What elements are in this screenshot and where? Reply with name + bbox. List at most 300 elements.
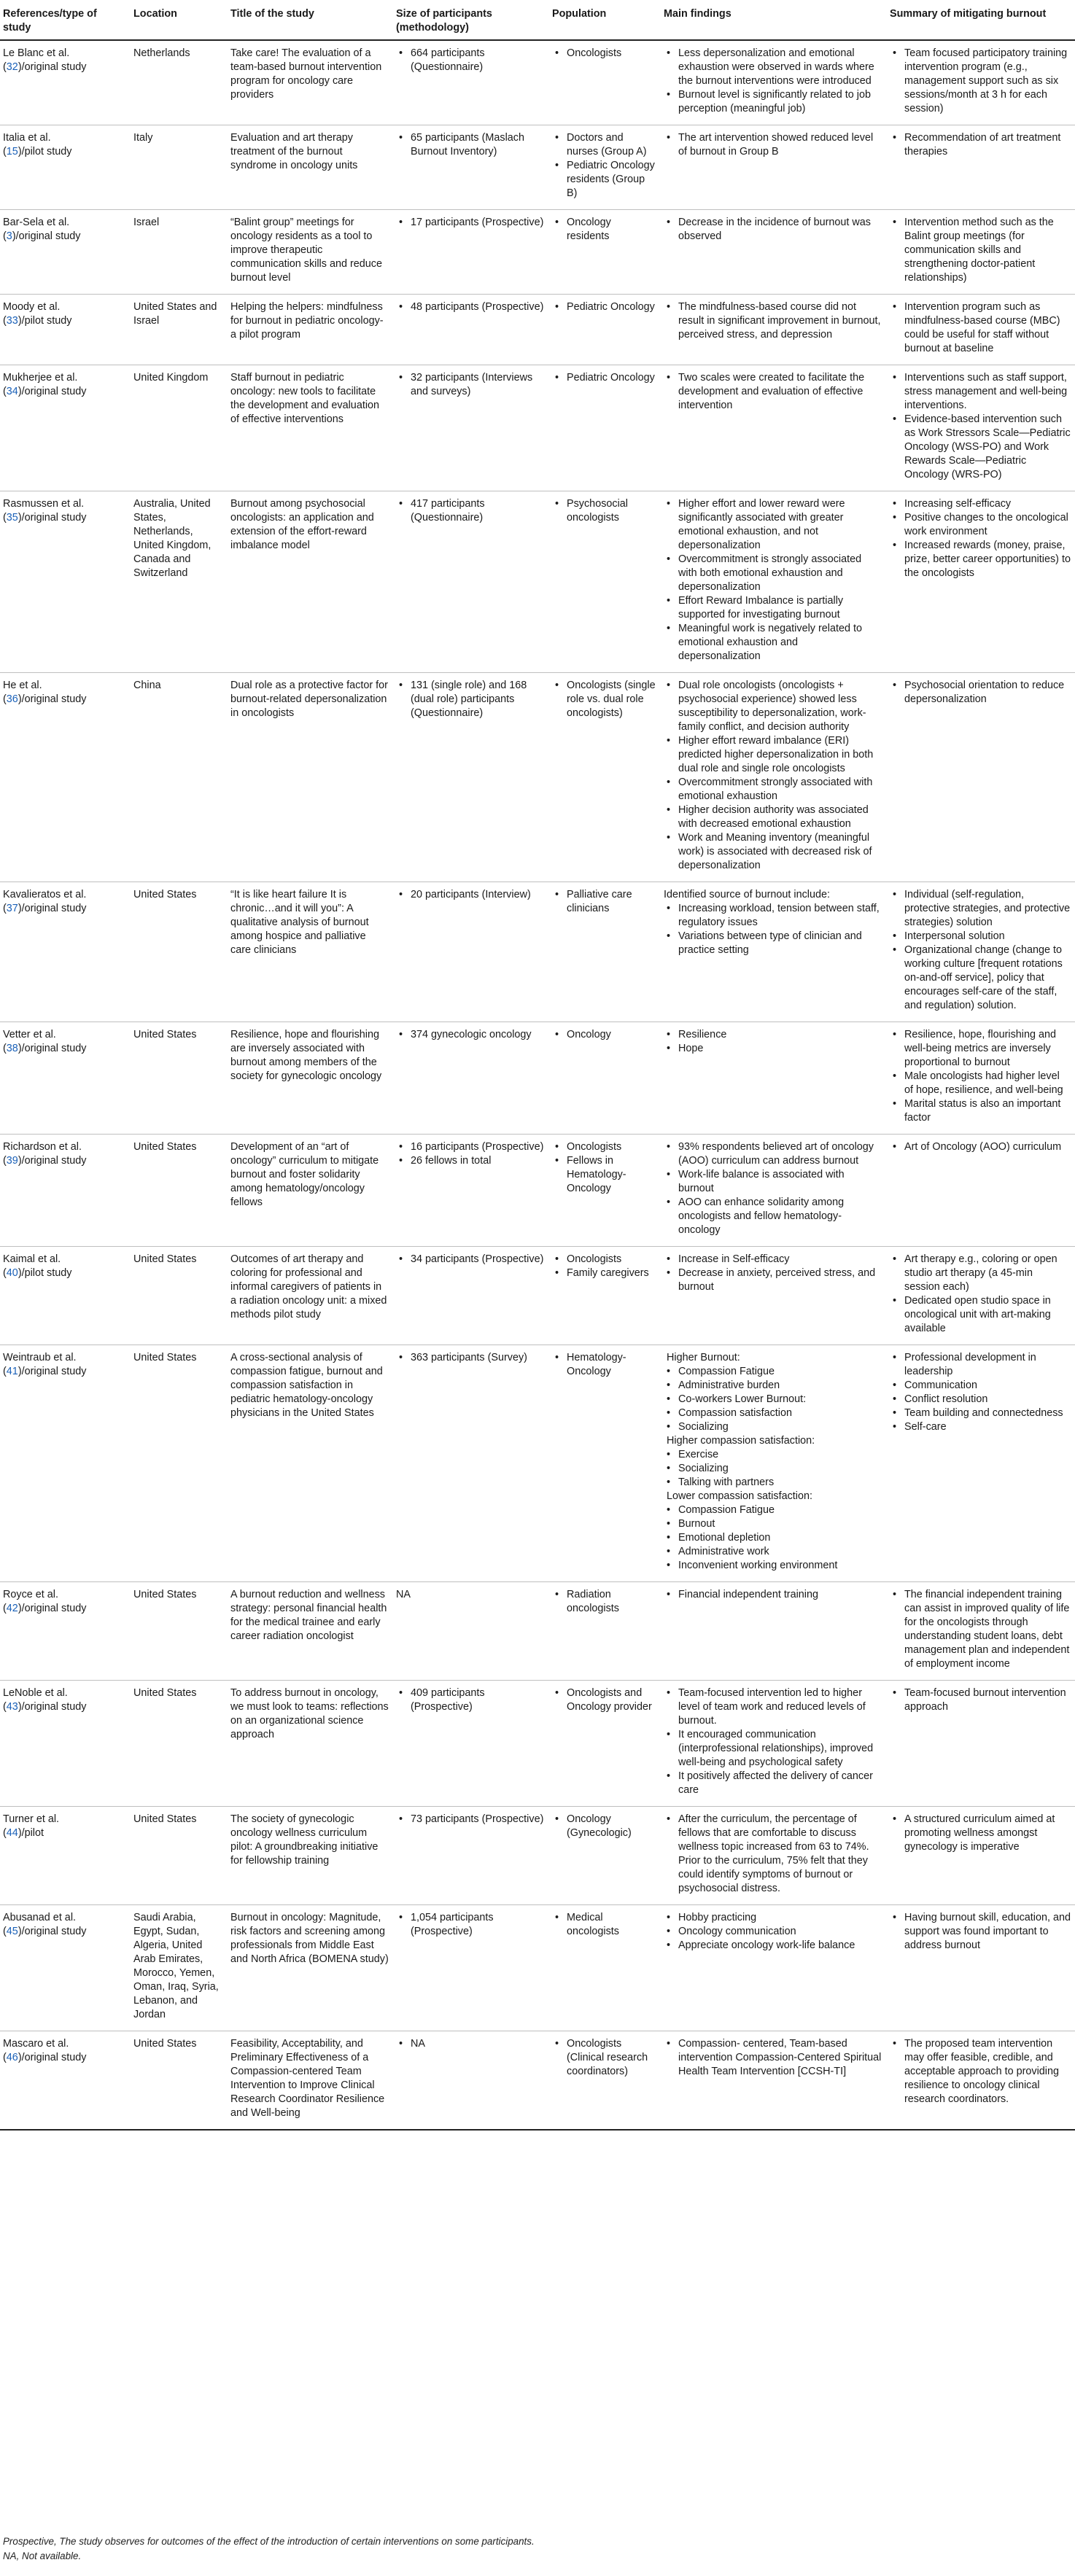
size-cell	[393, 365, 549, 491]
population-cell	[549, 491, 661, 673]
population-cell	[549, 882, 661, 1022]
summary-item: • Marital status is also an important factor	[904, 1097, 1071, 1125]
citation-link[interactable]: 15	[6, 146, 18, 157]
finding-item: • Compassion- centered, Team-based intervention Compassion-Centered Spiritual Health Team Intervention [CCSH-TI]	[678, 2037, 882, 2079]
population-item: • Doctors and nurses (Group A)	[567, 131, 656, 159]
finding-item: • Meaningful work is negatively related to emotional exhaustion and depersonalization	[678, 622, 882, 664]
summary-cell	[887, 1905, 1075, 2031]
size-cell	[393, 1582, 549, 1681]
summary-cell	[887, 1681, 1075, 1807]
summary-item: • Increased rewards (money, praise, prize, better career opportunities) to the oncologists	[904, 539, 1071, 580]
reference-cell: Le Blanc et al. (32)/original study	[0, 40, 131, 125]
reference-author: Richardson et al.	[3, 1141, 82, 1153]
summary-item: • Interpersonal solution	[904, 930, 1071, 943]
findings-cell	[661, 125, 887, 210]
findings-cell	[661, 2031, 887, 2131]
size-item: • 26 fellows in total	[411, 1154, 545, 1168]
size-list	[396, 371, 545, 399]
study-type: /pilot study	[21, 146, 72, 157]
study-type: /original study	[21, 512, 87, 524]
reference-cell: Mukherjee et al. (34)/original study	[0, 365, 131, 491]
summary-cell	[887, 1022, 1075, 1135]
size-list	[396, 1140, 545, 1168]
reference-cell: Italia et al. (15)/pilot study	[0, 125, 131, 210]
size-cell	[393, 125, 549, 210]
size-cell	[393, 210, 549, 295]
population-cell	[549, 2031, 661, 2131]
finding-list	[664, 1365, 882, 1434]
reference-author: Le Blanc et al.	[3, 47, 70, 59]
finding-item: • Burnout level is significantly related to job perception (meaningful job)	[678, 88, 882, 116]
summary-item: • Interventions such as staff support, stress management and well-being interventions.	[904, 371, 1071, 413]
size-list	[396, 1253, 545, 1266]
summary-item: • Team focused participatory training intervention program (e.g., management support such as six sessions/month at 3 h for each session)	[904, 47, 1071, 116]
finding-item: • Compassion Fatigue	[678, 1503, 882, 1517]
table-body	[0, 40, 1075, 2130]
summary-item: • Conflict resolution	[904, 1393, 1071, 1406]
study-type: /original study	[21, 1366, 87, 1377]
title-cell: Resilience, hope and flourishing are inversely associated with burnout among members of the society for gynecologic oncology	[228, 1022, 393, 1135]
size-item: • 409 participants (Prospective)	[411, 1686, 545, 1714]
summary-list	[890, 888, 1071, 1013]
summary-item: • Positive changes to the oncological work environment	[904, 511, 1071, 539]
finding-item: • Higher effort and lower reward were significantly associated with greater emotional exhaustion, and not depersonalization	[678, 497, 882, 553]
table-row	[0, 1582, 1075, 1681]
summary-item: • A structured curriculum aimed at promoting wellness amongst gynecology is imperative	[904, 1813, 1071, 1854]
study-type: /original study	[15, 230, 81, 242]
finding-item: • The mindfulness-based course did not result in significant improvement in burnout, perceived stress, and depression	[678, 300, 882, 342]
table-row	[0, 295, 1075, 365]
study-type: /original study	[21, 61, 87, 73]
summary-list	[890, 497, 1071, 580]
population-list	[552, 1351, 656, 1379]
findings-cell	[661, 1135, 887, 1247]
study-type: /original study	[21, 1043, 87, 1054]
summary-item: • Resilience, hope, flourishing and well-being metrics are inversely proportional to burnout	[904, 1028, 1071, 1070]
size-item: • 73 participants (Prospective)	[411, 1813, 545, 1826]
size-cell	[393, 40, 549, 125]
summary-item: • Having burnout skill, education, and support was found important to address burnout	[904, 1911, 1071, 1953]
finding-item: • 93% respondents believed art of oncology (AOO) curriculum can address burnout	[678, 1140, 882, 1168]
finding-item: • Co-workers Lower Burnout:	[678, 1393, 882, 1406]
size-list	[396, 216, 545, 230]
title-cell: Helping the helpers: mindfulness for burnout in pediatric oncology- a pilot program	[228, 295, 393, 365]
population-list	[552, 1588, 656, 1616]
finding-item: • Burnout	[678, 1517, 882, 1531]
population-list	[552, 1686, 656, 1714]
summary-item: • Communication	[904, 1379, 1071, 1393]
finding-item: • Hobby practicing	[678, 1911, 882, 1925]
findings-cell	[661, 1582, 887, 1681]
reference-author: Weintraub et al.	[3, 1352, 77, 1363]
summary-list	[890, 300, 1071, 356]
reference-author: Vetter et al.	[3, 1029, 56, 1040]
summary-list	[890, 1813, 1071, 1854]
reference-cell: Royce et al. (42)/original study	[0, 1582, 131, 1681]
size-cell	[393, 1345, 549, 1582]
finding-item: • Higher decision authority was associated with decreased emotional exhaustion	[678, 803, 882, 831]
summary-list	[890, 2037, 1071, 2106]
location-cell: Israel	[131, 210, 228, 295]
reference-author: Kaimal et al.	[3, 1253, 61, 1265]
size-list	[396, 131, 545, 159]
location-cell: United States	[131, 882, 228, 1022]
location-cell: United States	[131, 1681, 228, 1807]
reference-author: Moody et al.	[3, 301, 61, 313]
reference-cell: Kaimal et al. (40)/pilot study	[0, 1247, 131, 1345]
finding-item: • Two scales were created to facilitate the development and evaluation of effective intervention	[678, 371, 882, 413]
population-item: • Oncologists (single role vs. dual role oncologists)	[567, 679, 656, 720]
size-text: NA	[396, 1589, 411, 1600]
location-cell: China	[131, 673, 228, 882]
population-cell	[549, 365, 661, 491]
summary-item: • The financial independent training can assist in improved quality of life for the oncologists through understanding student loans, debt management plan and independent of employment income	[904, 1588, 1071, 1671]
summary-item: • Art of Oncology (AOO) curriculum	[904, 1140, 1071, 1154]
header-row	[0, 0, 1075, 40]
finding-item: • Socializing	[678, 1462, 882, 1476]
study-type: /original study	[21, 1155, 87, 1167]
findings-cell	[661, 295, 887, 365]
finding-item: • It encouraged communication (interprofessional relationships), improved well-being and psychological safety	[678, 1728, 882, 1770]
size-list	[396, 1813, 545, 1826]
population-item: • Radiation oncologists	[567, 1588, 656, 1616]
size-item: • 20 participants (Interview)	[411, 888, 545, 902]
size-cell	[393, 882, 549, 1022]
table-row	[0, 1135, 1075, 1247]
location-cell: Netherlands	[131, 40, 228, 125]
reference-author: He et al.	[3, 680, 42, 691]
population-item: • Pediatric Oncology residents (Group B)	[567, 159, 656, 201]
size-item: • 664 participants (Questionnaire)	[411, 47, 545, 74]
reference-author: Mukherjee et al.	[3, 372, 78, 384]
table-row	[0, 2031, 1075, 2131]
reference-author: Abusanad et al.	[3, 1912, 77, 1923]
table-row	[0, 1345, 1075, 1582]
study-type: /pilot study	[21, 1267, 72, 1279]
population-list	[552, 371, 656, 385]
finding-item: • Oncology communication	[678, 1925, 882, 1939]
title-cell: Development of an “art of oncology” curriculum to mitigate burnout and foster solidarity among hematology/oncology fellows	[228, 1135, 393, 1247]
population-item: • Family caregivers	[567, 1266, 656, 1280]
size-cell	[393, 1681, 549, 1807]
findings-cell	[661, 210, 887, 295]
population-list	[552, 47, 656, 61]
size-list	[396, 1351, 545, 1365]
footnotes	[3, 2534, 535, 2564]
size-item: • 1,054 participants (Prospective)	[411, 1911, 545, 1939]
size-cell	[393, 1807, 549, 1905]
population-cell	[549, 1345, 661, 1582]
size-item: • 374 gynecologic oncology	[411, 1028, 545, 1042]
summary-cell	[887, 1345, 1075, 1582]
citation-link[interactable]: 38	[6, 1043, 18, 1054]
population-cell	[549, 673, 661, 882]
study-type: /original study	[21, 693, 87, 705]
study-type: /original study	[21, 1926, 87, 1937]
study-type: /original study	[21, 1603, 87, 1614]
table-row	[0, 125, 1075, 210]
findings-group-heading: Higher Burnout:	[667, 1352, 740, 1363]
findings-cell	[661, 1345, 887, 1582]
finding-list	[664, 1140, 882, 1237]
finding-item: • Compassion Fatigue	[678, 1365, 882, 1379]
finding-list	[664, 497, 882, 664]
reference-author: Italia et al.	[3, 132, 51, 144]
findings-cell	[661, 491, 887, 673]
reference-cell: Moody et al. (33)/pilot study	[0, 295, 131, 365]
summary-item: • Self-care	[904, 1420, 1071, 1434]
summary-cell	[887, 1807, 1075, 1905]
size-item: • 16 participants (Prospective)	[411, 1140, 545, 1154]
summary-cell	[887, 295, 1075, 365]
citation-link[interactable]: 35	[6, 512, 18, 524]
finding-item: • Decrease in the incidence of burnout was observed	[678, 216, 882, 244]
population-list	[552, 1911, 656, 1939]
reference-author: LeNoble et al.	[3, 1687, 68, 1699]
finding-item: • Dual role oncologists (oncologists + psychosocial experience) showed less susceptibility to depersonalization, work-family conflict, and decision authority	[678, 679, 882, 734]
population-cell	[549, 1807, 661, 1905]
summary-item: • Dedicated open studio space in oncological unit with art-making available	[904, 1294, 1071, 1336]
finding-item: • Increasing workload, tension between staff, regulatory issues	[678, 902, 882, 930]
title-cell: “It is like heart failure It is chronic…and it will you”: A qualitative analysis of burnout among hospice and palliative care clinicians	[228, 882, 393, 1022]
size-item: • 417 participants (Questionnaire)	[411, 497, 545, 525]
reference-cell: Abusanad et al. (45)/original study	[0, 1905, 131, 2031]
population-item: • Oncologists	[567, 1140, 656, 1154]
table-row	[0, 365, 1075, 491]
finding-item: • Increase in Self-efficacy	[678, 1253, 882, 1266]
size-cell	[393, 1247, 549, 1345]
citation-link[interactable]: 37	[6, 903, 18, 914]
footnote-prospective: Prospective, The study observes for outcomes of the effect of the introduction of certain interventions on some participants.	[3, 2536, 535, 2547]
finding-list	[664, 2037, 882, 2079]
study-type: /pilot study	[21, 315, 72, 327]
finding-item: • Higher effort reward imbalance (ERI) predicted higher depersonalization in both dual role and single role oncologists	[678, 734, 882, 776]
study-type: /pilot	[21, 1827, 44, 1839]
citation-link[interactable]: 34	[6, 386, 18, 397]
study-type: /original study	[21, 386, 87, 397]
finding-list	[664, 1686, 882, 1797]
summary-list	[890, 216, 1071, 285]
location-cell: United States	[131, 1582, 228, 1681]
reference-author: Royce et al.	[3, 1589, 58, 1600]
size-list	[396, 47, 545, 74]
findings-intro: Identified source of burnout include:	[664, 889, 831, 900]
title-cell: Burnout among psychosocial oncologists: an application and extension of the effort-reward imbalance model	[228, 491, 393, 673]
title-cell: Take care! The evaluation of a team-based burnout intervention program for oncology care providers	[228, 40, 393, 125]
column-header: Size of participants (methodology)	[393, 0, 549, 40]
column-header: Population	[549, 0, 661, 40]
summary-item: • Individual (self-regulation, protective strategies, and protective strategies) solution	[904, 888, 1071, 930]
citation-link[interactable]: 36	[6, 693, 18, 705]
findings-cell	[661, 673, 887, 882]
summary-item: • Recommendation of art treatment therapies	[904, 131, 1071, 159]
reference-cell: Turner et al. (44)/pilot	[0, 1807, 131, 1905]
finding-item: • Appreciate oncology work-life balance	[678, 1939, 882, 1953]
finding-list	[664, 300, 882, 342]
population-cell	[549, 1135, 661, 1247]
finding-item: • AOO can enhance solidarity among oncologists and fellow hematology-oncology	[678, 1196, 882, 1237]
location-cell: United States and Israel	[131, 295, 228, 365]
population-cell	[549, 210, 661, 295]
findings-cell	[661, 882, 887, 1022]
finding-item: • Work-life balance is associated with burnout	[678, 1168, 882, 1196]
population-item: • Pediatric Oncology	[567, 300, 656, 314]
summary-item: • Team building and connectedness	[904, 1406, 1071, 1420]
location-cell: Italy	[131, 125, 228, 210]
study-type: /original study	[21, 903, 87, 914]
finding-item: • Socializing	[678, 1420, 882, 1434]
finding-list	[664, 1503, 882, 1573]
size-list	[396, 679, 545, 720]
reference-author: Bar-Sela et al.	[3, 217, 70, 228]
summary-list	[890, 371, 1071, 482]
finding-list	[664, 902, 882, 957]
population-cell	[549, 1582, 661, 1681]
finding-item: • Variations between type of clinician and practice setting	[678, 930, 882, 957]
location-cell: United States	[131, 1022, 228, 1135]
population-list	[552, 300, 656, 314]
citation-link[interactable]: 40	[6, 1267, 18, 1279]
finding-item: • Exercise	[678, 1448, 882, 1462]
size-list	[396, 1686, 545, 1714]
column-header: Main findings	[661, 0, 887, 40]
citation-link[interactable]: 42	[6, 1603, 18, 1614]
table-row	[0, 40, 1075, 125]
population-list	[552, 216, 656, 244]
population-cell	[549, 1247, 661, 1345]
column-header: Summary of mitigating burnout	[887, 0, 1075, 40]
reference-cell: Mascaro et al. (46)/original study	[0, 2031, 131, 2131]
findings-cell	[661, 40, 887, 125]
summary-cell	[887, 491, 1075, 673]
population-cell	[549, 1681, 661, 1807]
summary-cell	[887, 2031, 1075, 2131]
reference-cell: Bar-Sela et al. (3)/original study	[0, 210, 131, 295]
citation-link[interactable]: 39	[6, 1155, 18, 1167]
summary-item: • Organizational change (change to working culture [frequent rotations on-and-off service], policy that encourages self-care of the staff, and regulation) solution.	[904, 943, 1071, 1013]
population-list	[552, 1253, 656, 1280]
title-cell: To address burnout in oncology, we must look to teams: reflections on an organizational science approach	[228, 1681, 393, 1807]
title-cell: Burnout in oncology: Magnitude, risk factors and screening among professionals from Middle East and North Africa (BOMENA study)	[228, 1905, 393, 2031]
findings-cell	[661, 365, 887, 491]
summary-item: • Evidence-based intervention such as Work Stressors Scale—Pediatric Oncology (WSS-PO) and Work Rewards Scale—Pediatric Oncology (WRS-PO)	[904, 413, 1071, 482]
findings-cell	[661, 1022, 887, 1135]
size-list	[396, 1028, 545, 1042]
table-row	[0, 210, 1075, 295]
population-item: • Oncologists	[567, 1253, 656, 1266]
reference-author: Kavalieratos et al.	[3, 889, 87, 900]
size-cell	[393, 2031, 549, 2131]
study-type: /original study	[21, 1701, 87, 1713]
finding-list	[664, 131, 882, 159]
location-cell: United States	[131, 1345, 228, 1582]
citation-link[interactable]: 32	[6, 61, 18, 73]
summary-cell	[887, 40, 1075, 125]
reference-cell: Vetter et al. (38)/original study	[0, 1022, 131, 1135]
population-item: • Oncologists	[567, 47, 656, 61]
title-cell: Feasibility, Acceptability, and Preliminary Effectiveness of a Compassion-centered Team Intervention to Improve Clinical Research Coordinator Resilience and Well-being	[228, 2031, 393, 2131]
summary-list	[890, 1140, 1071, 1154]
summary-cell	[887, 1135, 1075, 1247]
summary-item: • Psychosocial orientation to reduce depersonalization	[904, 679, 1071, 707]
citation-link[interactable]: 33	[6, 315, 18, 327]
population-list	[552, 497, 656, 525]
citation-link[interactable]: 3	[6, 230, 12, 242]
citation-link[interactable]: 46	[6, 2052, 18, 2063]
title-cell: Staff burnout in pediatric oncology: new tools to facilitate the development and evaluation of effective interventions	[228, 365, 393, 491]
summary-list	[890, 47, 1071, 116]
citation-link[interactable]: 44	[6, 1827, 18, 1839]
population-item: • Oncologists (Clinical research coordinators)	[567, 2037, 656, 2079]
footnote-na: NA, Not available.	[3, 2550, 82, 2561]
summary-item: • Male oncologists had higher level of hope, resilience, and well-being	[904, 1070, 1071, 1097]
size-cell	[393, 1022, 549, 1135]
finding-item: • Work and Meaning inventory (meaningful work) is associated with decreased risk of depersonalization	[678, 831, 882, 873]
finding-list	[664, 1448, 882, 1490]
reference-cell: Rasmussen et al. (35)/original study	[0, 491, 131, 673]
finding-list	[664, 679, 882, 873]
summary-item: • Team-focused burnout intervention approach	[904, 1686, 1071, 1714]
population-item: • Pediatric Oncology	[567, 371, 656, 385]
population-cell	[549, 1022, 661, 1135]
table-row	[0, 673, 1075, 882]
population-list	[552, 2037, 656, 2079]
summary-cell	[887, 882, 1075, 1022]
finding-item: • Overcommitment strongly associated with emotional exhaustion	[678, 776, 882, 803]
population-cell	[549, 295, 661, 365]
title-cell: Evaluation and art therapy treatment of the burnout syndrome in oncology units	[228, 125, 393, 210]
citation-link[interactable]: 43	[6, 1701, 18, 1713]
summary-item: • The proposed team intervention may offer feasible, credible, and acceptable approach to providing resilience to oncology clinical research coordinators.	[904, 2037, 1071, 2106]
population-item: • Psychosocial oncologists	[567, 497, 656, 525]
citation-link[interactable]: 41	[6, 1366, 18, 1377]
table-header	[0, 0, 1075, 40]
summary-list	[890, 1911, 1071, 1953]
finding-item: • Inconvenient working environment	[678, 1559, 882, 1573]
reference-author: Rasmussen et al.	[3, 498, 85, 510]
finding-item: • Emotional depletion	[678, 1531, 882, 1545]
population-item: • Medical oncologists	[567, 1911, 656, 1939]
size-item: • 363 participants (Survey)	[411, 1351, 545, 1365]
reference-cell: Weintraub et al. (41)/original study	[0, 1345, 131, 1582]
size-item: • 131 (single role) and 168 (dual role) participants (Questionnaire)	[411, 679, 545, 720]
population-item: • Oncology	[567, 1028, 656, 1042]
citation-link[interactable]: 45	[6, 1926, 18, 1937]
summary-item: • Professional development in leadership	[904, 1351, 1071, 1379]
finding-item: • Overcommitment is strongly associated with both emotional exhaustion and depersonalization	[678, 553, 882, 594]
table-row	[0, 491, 1075, 673]
population-item: • Oncology (Gynecologic)	[567, 1813, 656, 1840]
size-list	[396, 300, 545, 314]
finding-item: • Administrative work	[678, 1545, 882, 1559]
title-cell: A cross-sectional analysis of compassion fatigue, burnout and compassion satisfaction in pediatric hematology-oncology physicians in the United States	[228, 1345, 393, 1582]
location-cell: United States	[131, 1135, 228, 1247]
summary-cell	[887, 125, 1075, 210]
finding-item: • Talking with partners	[678, 1476, 882, 1490]
findings-cell	[661, 1807, 887, 1905]
size-cell	[393, 1135, 549, 1247]
table-row	[0, 1022, 1075, 1135]
finding-item: • The art intervention showed reduced level of burnout in Group B	[678, 131, 882, 159]
population-cell	[549, 40, 661, 125]
size-item: • 48 participants (Prospective)	[411, 300, 545, 314]
column-header: Title of the study	[228, 0, 393, 40]
population-list	[552, 1028, 656, 1042]
reference-cell: He et al. (36)/original study	[0, 673, 131, 882]
size-list	[396, 1911, 545, 1939]
finding-list	[664, 1253, 882, 1294]
population-item: • Oncology residents	[567, 216, 656, 244]
